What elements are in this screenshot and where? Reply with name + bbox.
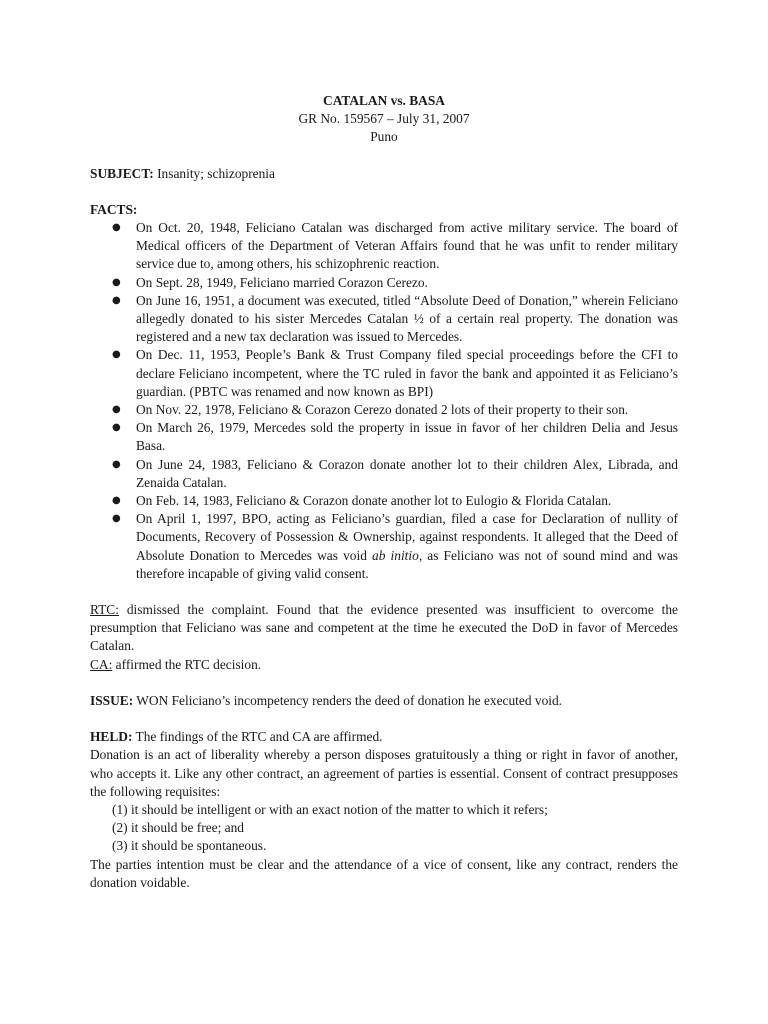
- rtc-label: RTC:: [90, 602, 119, 618]
- issue-label: ISSUE:: [90, 692, 134, 708]
- bullet-icon: ●: [112, 458, 121, 470]
- ca-label: CA:: [90, 656, 113, 672]
- held-line: [90, 728, 678, 746]
- case-ponente: Puno: [370, 129, 398, 145]
- bullet-icon: ●: [112, 294, 121, 306]
- held-text: The findings of the RTC and CA are affirmed.: [132, 729, 383, 745]
- fact-item: ● On June 16, 1951, a document was executed, titled “Absolute Deed of Donation,” wherein Feliciano allegedly donated to his sister Mercedes Catalan ½ of a certain real property. The donation was registered and a new tax declaration was issued to Mercedes.: [112, 292, 678, 345]
- held-paragraph-2: The parties intention must be clear and the attendance of a vice of consent, like any contract, renders the donation voidable.: [90, 856, 678, 890]
- issue-line: [90, 692, 678, 710]
- subject-line: [90, 165, 678, 183]
- requisites-list: [90, 801, 678, 856]
- fact-item: ● On Sept. 28, 1949, Feliciano married Corazon Cerezo.: [90, 274, 678, 292]
- bullet-icon: ●: [112, 349, 121, 361]
- rtc-ruling: [90, 601, 678, 656]
- subject-text: Insanity; schizoprenia: [153, 165, 275, 181]
- bullet-icon: ●: [112, 422, 121, 434]
- bullet-icon: ●: [112, 495, 121, 507]
- bullet-icon: ●: [112, 276, 121, 288]
- fact-item: ● On Dec. 11, 1953, People’s Bank & Trust Company filed special proceedings before the CFI to declare Feliciano incompetent, where the TC ruled in favor the bank and appointed it as Feliciano’s guardian. (PBTC was renamed and now known as BPI): [112, 347, 678, 399]
- fact-item: ● On Feb. 14, 1983, Feliciano & Corazon donate another lot to Eulogio & Florida Catalan.: [90, 492, 678, 510]
- facts-label: FACTS:: [90, 201, 138, 217]
- fact-item: ● On April 1, 1997, BPO, acting as Feliciano’s guardian, filed a case for Declaration of nullity of Documents, Recovery of Possession & Ownership, against respondents. It alleged that the Deed of Absolute Donation to Mercedes was void ab initio, as Feliciano was not of sound mind and was therefore incapable of giving valid consent.: [112, 511, 679, 581]
- case-header: [90, 92, 678, 147]
- case-gr-number: GR No. 159567 – July 31, 2007: [298, 111, 470, 127]
- document-page: [90, 92, 678, 892]
- rtc-text: dismissed the complaint. Found that the evidence presented was insufficient to overcome the presumption that Feliciano was sane and competent at the time he executed the DoD in favor of Mercedes Catalan.: [90, 602, 678, 654]
- held-paragraph-1: Donation is an act of liberality whereby a person disposes gratuitously a thing or right in favor of another, who accepts it. Like any other contract, an agreement of parties is essential. Consent of contract presupposes the following requisites:: [90, 747, 678, 799]
- requisite-item: (1) it should be intelligent or with an exact notion of the matter to which it refers;: [112, 801, 548, 817]
- bullet-icon: ●: [112, 222, 121, 234]
- fact-item: ● On Nov. 22, 1978, Feliciano & Corazon Cerezo donated 2 lots of their property to their son.: [90, 401, 678, 419]
- ca-text: affirmed the RTC decision.: [112, 656, 262, 672]
- subject-label: SUBJECT:: [90, 165, 154, 181]
- ca-ruling: [90, 656, 678, 674]
- case-title: CATALAN vs. BASA: [323, 93, 445, 108]
- requisite-item: (2) it should be free; and: [112, 820, 245, 836]
- bullet-icon: ●: [112, 404, 121, 416]
- facts-list: [90, 219, 678, 583]
- fact-item: ● On March 26, 1979, Mercedes sold the property in issue in favor of her children Delia and Jesus Basa.: [112, 420, 678, 454]
- fact-item: ● On June 24, 1983, Feliciano & Corazon donate another lot to their children Alex, Librada, and Zenaida Catalan.: [112, 456, 678, 490]
- issue-text: WON Feliciano’s incompetency renders the deed of donation he executed void.: [133, 692, 563, 708]
- bullet-icon: ●: [112, 513, 121, 525]
- held-label: HELD:: [90, 729, 133, 745]
- fact-item: ● On Oct. 20, 1948, Feliciano Catalan was discharged from active military service. The board of Medical officers of the Department of Veteran Affairs found that he was unfit to render military service due to, among others, his schizophrenic reaction.: [112, 220, 678, 272]
- requisite-item: (3) it should be spontaneous.: [112, 838, 267, 854]
